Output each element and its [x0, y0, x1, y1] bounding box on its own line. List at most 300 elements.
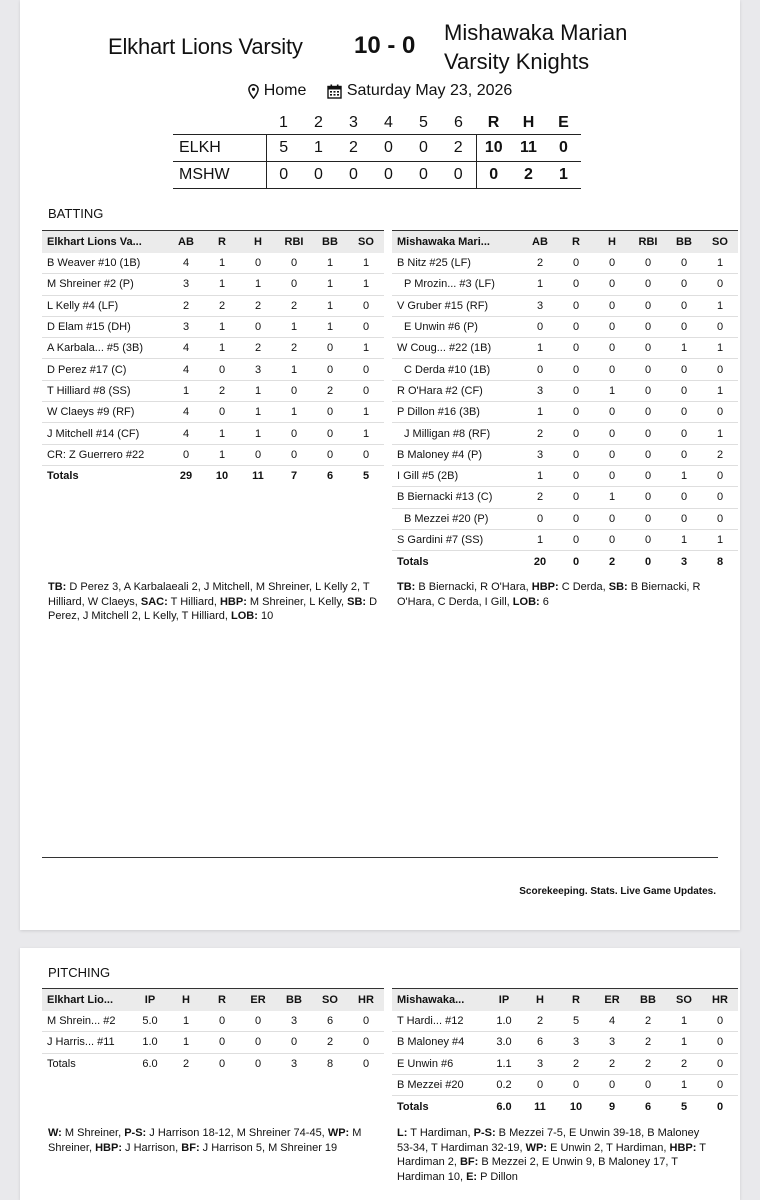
totals-cell: 0: [218, 1057, 226, 1070]
stat-cell: 4: [168, 402, 204, 423]
divider: [42, 857, 718, 858]
stat-cell: 0: [630, 253, 666, 274]
totals-cell: 0: [572, 555, 580, 568]
stat-cell: 2: [630, 1011, 666, 1032]
stat-cell: 0: [630, 338, 666, 359]
totals-cell: 3: [680, 555, 688, 568]
hits-total: 2: [511, 161, 546, 188]
stat-cell: 1: [348, 423, 384, 444]
stat-cell: 0: [666, 253, 702, 274]
stat-cell: 1: [702, 295, 738, 316]
note-text: T Hilliard,: [167, 595, 220, 608]
linescore-header: [173, 112, 581, 134]
player-name: M Shrein... #2: [42, 1011, 132, 1032]
stat-cell: 0: [558, 402, 594, 423]
player-name: CR: Z Guerrero #22: [42, 444, 168, 465]
inning-header: 2: [314, 113, 323, 131]
stat-cell: 0: [702, 316, 738, 337]
runs-header: R: [487, 113, 500, 131]
stat-cell: 2: [276, 295, 312, 316]
stat-cell: 1: [240, 402, 276, 423]
stat-cell: 1: [204, 274, 240, 295]
player-name: S Gardini #7 (SS): [392, 529, 522, 550]
linescore-team: ELKH: [173, 134, 266, 161]
stat-column-header: SO: [702, 231, 738, 253]
batting-notes-away: [48, 580, 378, 624]
game-date: [327, 82, 512, 100]
table-row: [392, 295, 738, 316]
stat-cell: 0: [594, 465, 630, 486]
table-row: [392, 487, 738, 508]
stat-cell: 0: [558, 444, 594, 465]
player-name: E Unwin #6 (P): [392, 316, 522, 337]
stat-cell: 1: [594, 380, 630, 401]
table-row: [42, 274, 384, 295]
home-team-name-line1: Mishawaka Marian: [444, 20, 628, 45]
table-row: [42, 380, 384, 401]
note-label: TB:: [48, 581, 67, 593]
pitching-section-title: PITCHING: [48, 965, 111, 980]
stat-cell: 0: [594, 1074, 630, 1095]
note-label: WP:: [525, 1141, 548, 1154]
stat-cell: 0: [558, 359, 594, 380]
note-label: TB:: [397, 581, 416, 593]
note-text: D Perez 3, A Karbalaeali 2, J Mitchell, M Shreiner, L Kelly 2, T Hilliard, W Claeys,: [48, 581, 370, 608]
player-name: P Dillon #16 (3B): [392, 402, 522, 423]
stat-cell: 4: [168, 253, 204, 274]
stat-column-header: R: [558, 989, 594, 1011]
totals-cell: 6.0: [142, 1057, 158, 1070]
stat-column-header: BB: [276, 989, 312, 1011]
inning-score: 1: [301, 134, 336, 161]
table-row: [42, 1011, 384, 1032]
team-column-header: Elkhart Lions Va...: [42, 231, 168, 253]
player-name: R O'Hara #2 (CF): [392, 380, 522, 401]
stat-cell: 1: [702, 529, 738, 550]
stat-cell: 0: [276, 274, 312, 295]
inning-score: 0: [266, 161, 301, 188]
note-text: D Perez, J Mitchell 2, L Kelly, T Hilliard,: [48, 595, 378, 622]
stat-column-header: BB: [666, 231, 702, 253]
stat-cell: 1: [312, 274, 348, 295]
stat-column-header: SO: [666, 989, 702, 1011]
player-name: V Gruber #15 (RF): [392, 295, 522, 316]
table-header-row: [392, 231, 738, 253]
pitching-table-home: [392, 988, 738, 1117]
totals-cell: 10: [569, 1100, 583, 1113]
table-row: [42, 359, 384, 380]
stat-cell: 0: [666, 274, 702, 295]
stat-column-header: HR: [348, 989, 384, 1011]
totals-cell: 20: [533, 555, 547, 568]
stat-cell: 0: [594, 423, 630, 444]
game-date-label: Saturday May 23, 2026: [346, 82, 513, 99]
stat-cell: 0: [276, 444, 312, 465]
stat-cell: 0: [666, 508, 702, 529]
totals-cell: 9: [608, 1100, 616, 1113]
stat-cell: 1: [348, 253, 384, 274]
stat-cell: 0: [558, 508, 594, 529]
table-row: [392, 423, 738, 444]
stat-cell: 0: [702, 508, 738, 529]
note-text: P Dillon: [477, 1170, 518, 1183]
stat-cell: 2: [702, 444, 738, 465]
stat-cell: 0: [702, 465, 738, 486]
note-label: BF:: [181, 1141, 200, 1154]
totals-cell: 7: [290, 470, 298, 483]
note-label: SB:: [347, 595, 367, 608]
hits-header: H: [522, 113, 535, 131]
player-name: P Mrozin... #3 (LF): [392, 274, 522, 295]
table-row: [42, 338, 384, 359]
table-row: [42, 1032, 384, 1053]
stat-cell: 2: [522, 423, 558, 444]
stat-cell: 1: [204, 423, 240, 444]
stat-cell: 0: [666, 359, 702, 380]
stat-cell: 0: [594, 274, 630, 295]
stat-cell: 0: [630, 402, 666, 423]
note-label: SB:: [608, 581, 628, 593]
totals-cell: 0: [644, 555, 652, 568]
table-row: [392, 1053, 738, 1074]
note-text: M Shreiner,: [61, 1127, 125, 1139]
stat-column-header: SO: [348, 231, 384, 253]
stat-cell: 1: [240, 380, 276, 401]
inning-score: 2: [336, 134, 371, 161]
note-label: HBP:: [669, 1141, 697, 1154]
note-label: P-S:: [124, 1127, 147, 1139]
table-row: [392, 274, 738, 295]
linescore-table: [173, 112, 581, 189]
stat-column-header: RBI: [630, 231, 666, 253]
table-row: [392, 338, 738, 359]
stat-cell: 1: [522, 338, 558, 359]
stat-cell: 3: [240, 359, 276, 380]
stat-cell: 0: [168, 444, 204, 465]
inning-score: 0: [336, 161, 371, 188]
stat-cell: 1: [204, 316, 240, 337]
stat-cell: 0: [348, 444, 384, 465]
away-team-name: Elkhart Lions Varsity: [108, 34, 303, 59]
stat-cell: 0: [558, 465, 594, 486]
stat-cell: 1: [240, 274, 276, 295]
note-label: E:: [466, 1170, 478, 1183]
stat-cell: 2: [558, 1053, 594, 1074]
stat-cell: 1: [522, 402, 558, 423]
player-name: T Hilliard #8 (SS): [42, 380, 168, 401]
stat-cell: 0: [666, 423, 702, 444]
stat-cell: 2: [522, 487, 558, 508]
player-name: B Biernacki #13 (C): [392, 487, 522, 508]
linescore-team-header: [173, 112, 266, 134]
errors-total: 1: [546, 161, 581, 188]
player-name: I Gill #5 (2B): [392, 465, 522, 486]
inning-score: 0: [441, 161, 476, 188]
totals-cell: 0: [362, 1057, 370, 1070]
stat-cell: 3.0: [486, 1032, 522, 1053]
stat-cell: 0: [630, 380, 666, 401]
player-name: M Shreiner #2 (P): [42, 274, 168, 295]
player-name: J Milligan #8 (RF): [392, 423, 522, 444]
stat-cell: 0: [558, 380, 594, 401]
note-label: P-S:: [473, 1127, 496, 1139]
stat-cell: 0: [204, 1011, 240, 1032]
stat-column-header: BB: [312, 231, 348, 253]
stat-cell: 1: [702, 423, 738, 444]
stat-cell: 6: [522, 1032, 558, 1053]
totals-label: Totals: [47, 470, 79, 483]
totals-cell: 5: [362, 470, 370, 483]
calendar-icon: [327, 84, 342, 99]
stat-cell: 5.0: [132, 1011, 168, 1032]
stat-cell: 0: [522, 1074, 558, 1095]
batting-table-away: [42, 230, 384, 487]
stat-column-header: ER: [594, 989, 630, 1011]
stat-cell: 0: [204, 359, 240, 380]
stat-column-header: H: [168, 989, 204, 1011]
stat-cell: 0: [276, 253, 312, 274]
stat-cell: 1: [348, 274, 384, 295]
stat-cell: 0: [240, 444, 276, 465]
stat-cell: 0: [594, 253, 630, 274]
batting-notes-home: [397, 580, 717, 609]
note-text: M Shreiner, L Kelly,: [246, 595, 348, 608]
stat-cell: 4: [168, 338, 204, 359]
note-text: B Biernacki, R O'Hara,: [415, 581, 532, 593]
linescore-team: MSHW: [173, 161, 266, 188]
note-text: 10: [257, 610, 274, 622]
stat-cell: 2: [204, 380, 240, 401]
stat-cell: 0: [276, 423, 312, 444]
inning-score: 0: [406, 134, 441, 161]
stat-cell: 0: [348, 295, 384, 316]
team-column-header: Mishawaka...: [392, 989, 486, 1011]
stat-cell: 0: [240, 316, 276, 337]
totals-cell: 0: [254, 1057, 262, 1070]
stat-cell: 0: [702, 1011, 738, 1032]
inning-score: 0: [371, 134, 406, 161]
note-text: J Harrison,: [121, 1141, 182, 1154]
player-name: B Maloney #4: [392, 1032, 486, 1053]
stat-cell: 1: [312, 295, 348, 316]
note-label: LOB:: [231, 610, 258, 622]
batting-section-title: BATTING: [48, 206, 104, 221]
stat-cell: 0: [594, 338, 630, 359]
stat-cell: 2: [168, 295, 204, 316]
stat-column-header: BB: [630, 989, 666, 1011]
stat-cell: 0: [702, 1074, 738, 1095]
stat-cell: 0: [666, 402, 702, 423]
table-row: [392, 1032, 738, 1053]
totals-row: [392, 551, 738, 572]
batting-table-home: [392, 230, 738, 572]
totals-label: Totals: [47, 1057, 76, 1070]
player-name: B Mezzei #20 (P): [392, 508, 522, 529]
home-team-name: [444, 18, 704, 76]
stat-cell: 2: [594, 1053, 630, 1074]
stat-cell: 0: [558, 529, 594, 550]
stat-cell: 1: [666, 1074, 702, 1095]
stat-column-header: HR: [702, 989, 738, 1011]
note-text: J Harrison 5, M Shreiner 19: [199, 1141, 338, 1154]
stat-cell: 0: [630, 274, 666, 295]
table-row: [392, 380, 738, 401]
stat-cell: 0: [276, 1032, 312, 1053]
stat-cell: 3: [594, 1032, 630, 1053]
table-row: [42, 402, 384, 423]
stat-cell: 3: [276, 1011, 312, 1032]
stat-cell: 0: [666, 316, 702, 337]
runs-total: 0: [476, 161, 511, 188]
pitching-notes-away: [48, 1126, 378, 1155]
note-text: 6: [539, 595, 549, 608]
note-text: J Harrison 18-12, M Shreiner 74-45,: [146, 1127, 328, 1139]
stat-cell: 1: [276, 402, 312, 423]
stat-cell: 0: [594, 508, 630, 529]
stat-cell: 2: [522, 253, 558, 274]
stat-cell: 0: [312, 338, 348, 359]
stat-cell: 0: [630, 423, 666, 444]
inning-header: 5: [419, 113, 428, 131]
linescore-row-home: [173, 161, 581, 188]
totals-cell: 5: [680, 1100, 688, 1113]
stat-cell: 1: [204, 253, 240, 274]
totals-cell: 8: [326, 1057, 334, 1070]
totals-label: Totals: [397, 555, 429, 568]
totals-cell: 29: [179, 470, 193, 483]
team-column-header: Mishawaka Mari...: [392, 231, 522, 253]
stat-cell: 2: [240, 338, 276, 359]
stat-column-header: H: [594, 231, 630, 253]
stat-cell: 0: [312, 444, 348, 465]
table-row: [392, 1074, 738, 1095]
stat-column-header: ER: [240, 989, 276, 1011]
player-name: B Weaver #10 (1B): [42, 253, 168, 274]
team-column-header: Elkhart Lio...: [42, 989, 132, 1011]
stat-cell: 1: [204, 338, 240, 359]
pitching-notes-home: [397, 1126, 717, 1184]
stat-cell: 0: [630, 295, 666, 316]
note-label: HBP:: [219, 595, 247, 608]
table-row: [392, 402, 738, 423]
stat-cell: 2: [522, 1011, 558, 1032]
stat-cell: 0: [522, 316, 558, 337]
stat-cell: 0: [240, 1011, 276, 1032]
note-text: T Hardiman 2,: [397, 1141, 706, 1168]
stat-cell: 0: [594, 402, 630, 423]
player-name: A Karbala... #5 (3B): [42, 338, 168, 359]
table-header-row: [392, 989, 738, 1011]
note-label: W:: [48, 1127, 62, 1139]
stat-cell: 0: [594, 316, 630, 337]
stat-cell: 0: [348, 380, 384, 401]
note-label: HBP:: [95, 1141, 122, 1154]
stat-cell: 0: [558, 1074, 594, 1095]
stat-column-header: IP: [486, 989, 522, 1011]
totals-cell: 8: [716, 555, 724, 568]
stat-cell: 3: [522, 1053, 558, 1074]
stat-cell: 1: [666, 1011, 702, 1032]
totals-row: [42, 1053, 384, 1074]
note-text: M Shreiner,: [48, 1127, 362, 1154]
stat-cell: 0: [558, 274, 594, 295]
table-row: [392, 253, 738, 274]
stat-cell: 1: [666, 529, 702, 550]
stat-cell: 0: [558, 295, 594, 316]
player-name: W Coug... #22 (1B): [392, 338, 522, 359]
stat-cell: 1: [702, 338, 738, 359]
stat-column-header: R: [558, 231, 594, 253]
table-row: [42, 423, 384, 444]
stat-cell: 0: [348, 1011, 384, 1032]
inning-header: 4: [384, 113, 393, 131]
totals-row: [42, 465, 384, 486]
errors-total: 0: [546, 134, 581, 161]
table-row: [392, 359, 738, 380]
stat-cell: 0: [630, 1074, 666, 1095]
stat-cell: 6: [312, 1011, 348, 1032]
totals-cell: 3: [290, 1057, 298, 1070]
stat-cell: 0: [630, 465, 666, 486]
stat-cell: 2: [276, 338, 312, 359]
totals-cell: 2: [182, 1057, 190, 1070]
note-text: C Derda,: [558, 581, 609, 593]
stat-cell: 3: [522, 444, 558, 465]
stat-column-header: IP: [132, 989, 168, 1011]
inning-score: 5: [266, 134, 301, 161]
stat-cell: 0: [240, 253, 276, 274]
stat-cell: 0: [594, 359, 630, 380]
stat-cell: 0: [312, 423, 348, 444]
table-row: [392, 1011, 738, 1032]
table-row: [392, 444, 738, 465]
player-name: T Hardi... #12: [392, 1011, 486, 1032]
stat-cell: 1: [666, 1032, 702, 1053]
stat-cell: 0: [702, 274, 738, 295]
stat-cell: 0: [348, 316, 384, 337]
stat-cell: 1: [522, 529, 558, 550]
stat-cell: 0: [522, 508, 558, 529]
stat-cell: 0: [630, 359, 666, 380]
hits-total: 11: [511, 134, 546, 161]
stat-cell: 4: [594, 1011, 630, 1032]
stat-cell: 1: [348, 402, 384, 423]
stat-cell: 1: [594, 487, 630, 508]
stat-cell: 1: [666, 465, 702, 486]
table-row: [392, 465, 738, 486]
stat-cell: 1: [522, 274, 558, 295]
stat-cell: 1: [666, 338, 702, 359]
location-label: Home: [263, 82, 307, 99]
table-row: [42, 444, 384, 465]
table-row: [42, 253, 384, 274]
stat-cell: 0: [348, 1032, 384, 1053]
box-score-card: [20, 0, 740, 930]
map-pin-icon: [248, 84, 259, 99]
totals-cell: 6: [326, 470, 334, 483]
player-name: J Harris... #11: [42, 1032, 132, 1053]
location: [248, 82, 307, 100]
stat-cell: 0: [630, 508, 666, 529]
player-name: D Elam #15 (DH): [42, 316, 168, 337]
stat-cell: 0: [594, 444, 630, 465]
totals-row: [392, 1096, 738, 1117]
inning-score: 0: [301, 161, 336, 188]
stat-cell: 1: [522, 465, 558, 486]
stat-cell: 0: [594, 295, 630, 316]
inning-score: 0: [371, 161, 406, 188]
player-name: B Nitz #25 (LF): [392, 253, 522, 274]
